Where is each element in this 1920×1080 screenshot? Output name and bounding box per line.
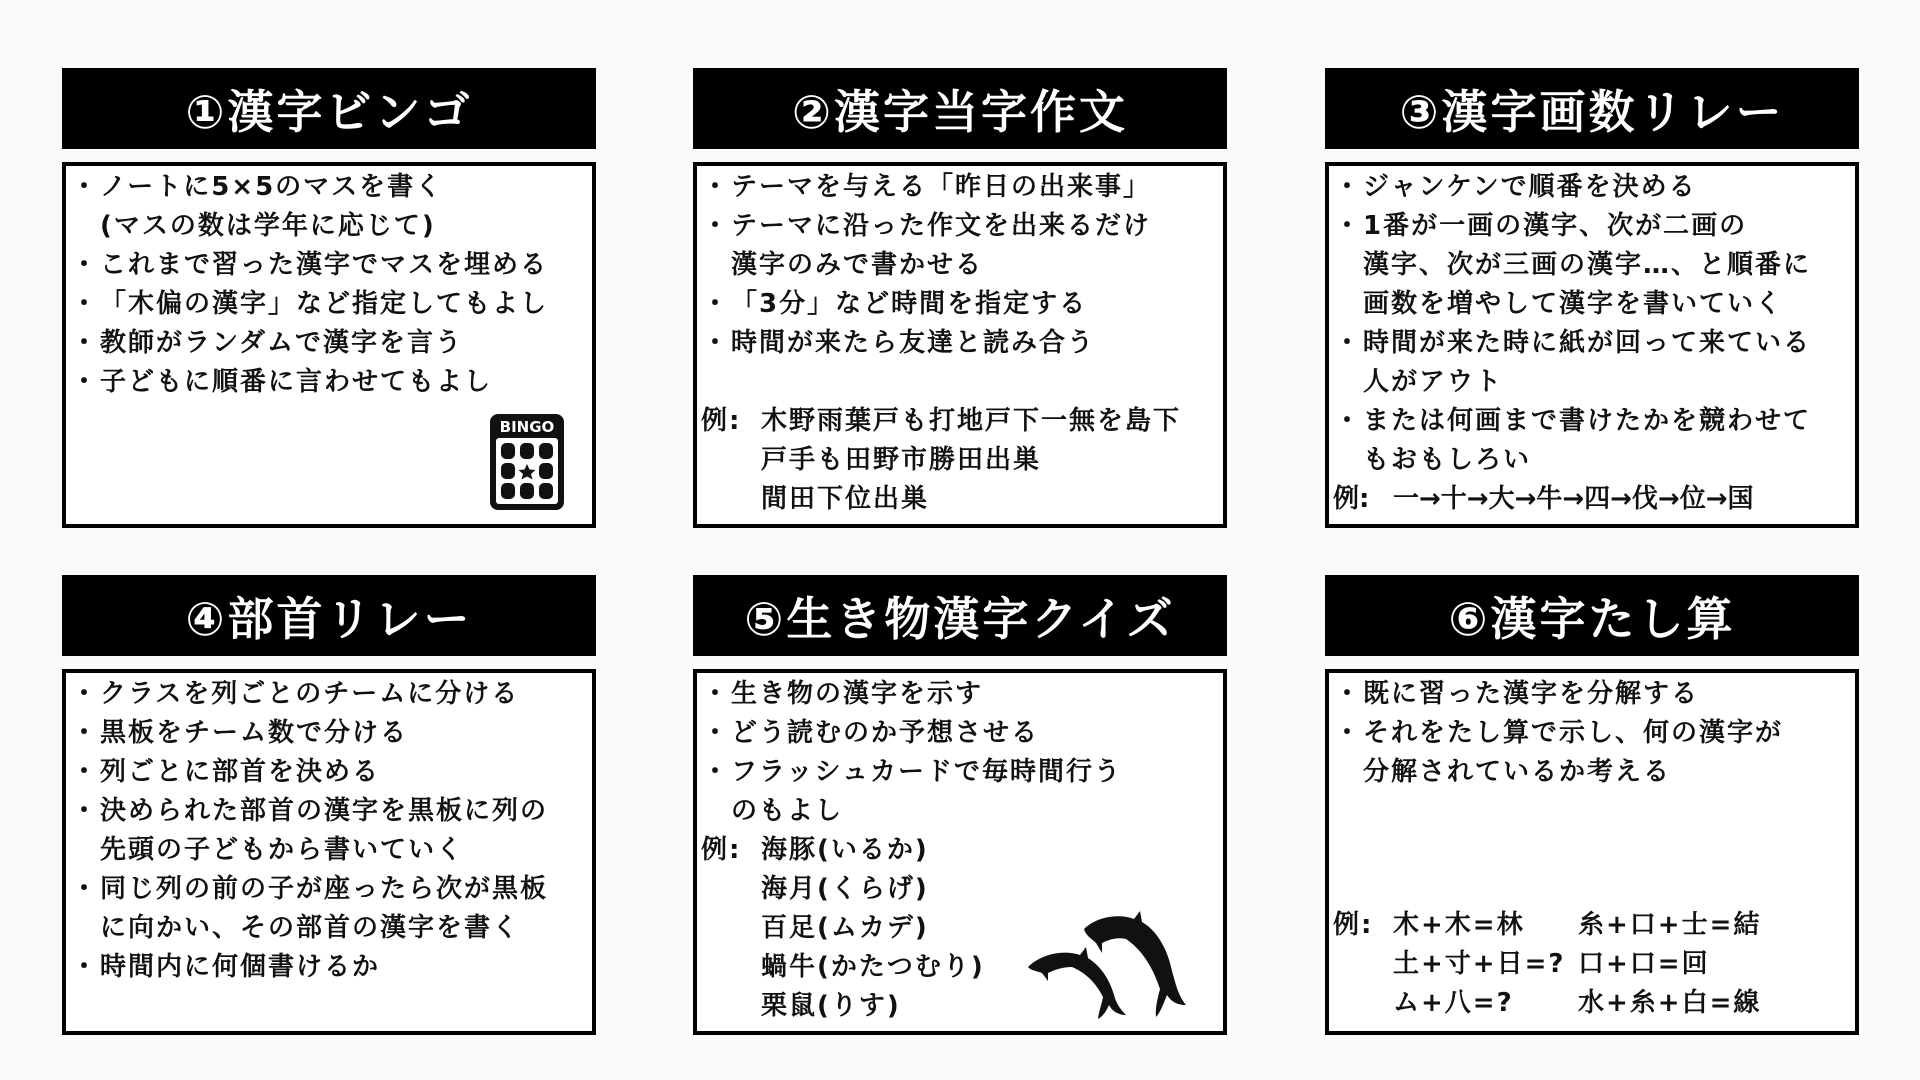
list-item: ・フラッシュカードで毎時間行う	[701, 757, 1122, 787]
list-item: ・ジャンケンで順番を決める	[1333, 172, 1697, 202]
list-item: のもよし	[731, 796, 844, 826]
list-item: ・子どもに順番に言わせてもよし	[70, 367, 493, 397]
list-item: ・時間内に何個書けるか	[70, 952, 381, 982]
example-label: 例:	[1333, 484, 1370, 514]
list-item: ・生き物の漢字を示す	[701, 679, 984, 709]
card-title: ⑥漢字たし算	[1325, 575, 1859, 656]
list-item: 漢字のみで書かせる	[731, 250, 984, 280]
list-item: ・「3分」など時間を指定する	[701, 289, 1088, 319]
list-item: ・教師がランダムで漢字を言う	[70, 328, 463, 358]
list-item: ・ノートに5×5のマスを書く	[70, 172, 444, 202]
example-label: 例:	[701, 835, 742, 865]
example-block	[1333, 906, 1761, 1023]
card-body	[62, 162, 596, 528]
card-kanji-bingo	[62, 68, 596, 528]
example-line: 例: 海豚(いるか)	[701, 831, 1217, 870]
card-body	[693, 162, 1227, 528]
example-line: ム+八=? 水+糸+白=線	[1393, 988, 1762, 1018]
list-item: ・黒板をチーム数で分ける	[70, 718, 409, 748]
list-item: 先頭の子どもから書いていく	[100, 835, 465, 865]
example-line: 百足(ムカデ)	[761, 913, 929, 943]
card-kanji-ateji-sakubun	[693, 68, 1227, 528]
list-item: ・時間が来た時に紙が回って来ている	[1333, 328, 1812, 358]
list-item: ・決められた部首の漢字を黒板に列の	[70, 796, 549, 826]
card-kanji-tashizan	[1325, 575, 1859, 1035]
card-kanji-kakusu-relay	[1325, 68, 1859, 528]
card-body	[1325, 669, 1859, 1035]
example-label: 例:	[701, 406, 742, 436]
list-item: ・1番が一画の漢字、次が二画の	[1333, 211, 1748, 241]
example-line: 例: 一→十→大→牛→四→伐→位→国	[1333, 480, 1849, 519]
list-item: ・テーマに沿った作文を出来るだけ	[701, 211, 1152, 241]
list-item: ・どう読むのか予想させる	[701, 718, 1040, 748]
list-item: ・列ごとに部首を決める	[70, 757, 381, 787]
card-body	[62, 669, 596, 1035]
card-body	[1325, 162, 1859, 528]
list-item: (マスの数は学年に応じて)	[100, 211, 436, 241]
example-line: 例: 木野雨葉戸も打地戸下一無を島下	[701, 402, 1217, 441]
bingo-card-icon	[488, 412, 566, 512]
example-label: 例:	[1333, 910, 1374, 940]
list-item: ・「木偏の漢字」など指定してもよし	[70, 289, 549, 319]
list-item: ・これまで習った漢字でマスを埋める	[70, 250, 549, 280]
bingo-icon-text: BINGO	[499, 418, 555, 436]
example-line: 海月(くらげ)	[761, 874, 929, 904]
list-item: 人がアウト	[1363, 367, 1504, 397]
list-item: ・それをたし算で示し、何の漢字が	[1333, 718, 1784, 748]
list-item: 漢字、次が三画の漢字…、と順番に	[1363, 250, 1812, 280]
example-line: 栗鼠(りす)	[761, 991, 901, 1021]
card-title: ②漢字当字作文	[693, 68, 1227, 149]
card-title: ④部首リレー	[62, 575, 596, 656]
card-bushu-relay	[62, 575, 596, 1035]
card-title: ⑤生き物漢字クイズ	[693, 575, 1227, 656]
list-item: 画数を増やして漢字を書いていく	[1363, 289, 1784, 319]
example-line: 土+寸+日=? 口+口=回	[1393, 949, 1710, 979]
card-title: ③漢字画数リレー	[1325, 68, 1859, 149]
dolphin-icon	[1026, 909, 1191, 1019]
example-line: 間田下位出巣	[761, 484, 930, 514]
list-item: ・既に習った漢字を分解する	[1333, 679, 1700, 709]
card-ikimono-kanji-quiz	[693, 575, 1227, 1035]
card-title: ①漢字ビンゴ	[62, 68, 596, 149]
list-item: ・同じ列の前の子が座ったら次が黒板	[70, 874, 549, 904]
example-line: 蝸牛(かたつむり)	[761, 952, 985, 982]
example-line: 戸手も田野市勝田出巣	[761, 445, 1042, 475]
list-item: に向かい、その部首の漢字を書く	[100, 913, 521, 943]
example-line: 例: 木+木=林 糸+口+士=結	[1333, 906, 1761, 945]
list-item: もおもしろい	[1363, 445, 1532, 475]
list-item: ・時間が来たら友達と読み合う	[701, 328, 1096, 358]
card-body	[693, 669, 1227, 1035]
list-item: 分解されているか考える	[1363, 757, 1672, 787]
list-item: ・または何画まで書けたかを競わせて	[1333, 406, 1812, 436]
list-item: ・テーマを与える「昨日の出来事」	[701, 172, 1152, 202]
list-item: ・クラスを列ごとのチームに分ける	[70, 679, 520, 709]
